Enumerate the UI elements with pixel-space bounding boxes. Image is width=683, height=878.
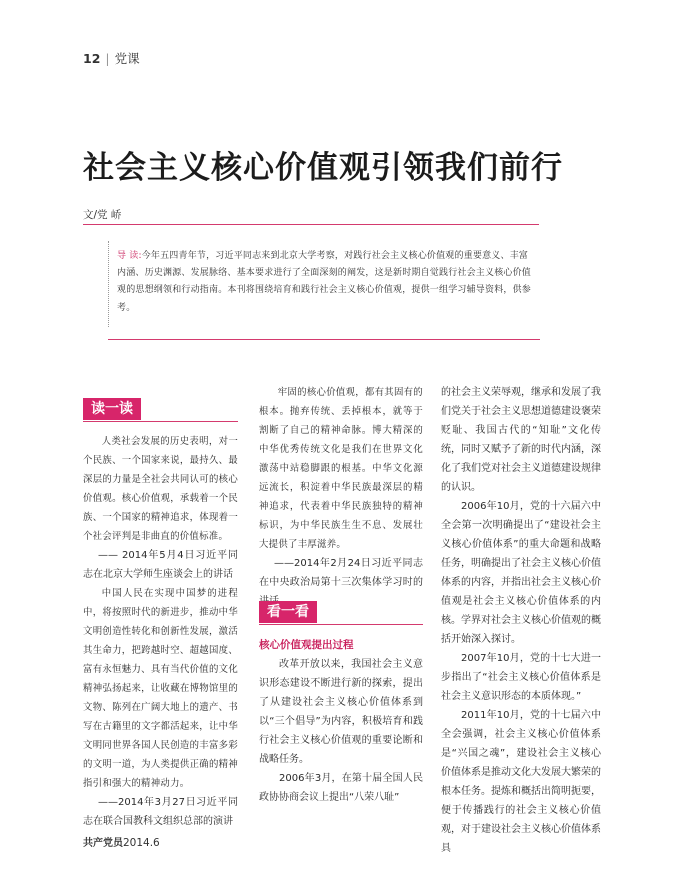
lead-box [108,241,540,327]
column-1 [83,432,238,831]
body-paragraph: 2007年10月，党的十七大进一步指出了“社会主义核心价值体系是社会主义意识形态的本质体现。” [441,653,601,702]
subheading: 核心价值观提出过程 [259,639,354,651]
magazine-logo: 共产党员 [83,838,123,849]
lead-paragraph [117,248,537,317]
issue-number: 2014.6 [123,837,160,849]
quote-source: —— 2014年5月4日习近平同志在北京大学师生座谈会上的讲话 [83,550,238,580]
body-paragraph: 2011年10月，党的十七届六中全会强调，社会主义核心价值体系是“兴国之魂”，建设社会主义核心价值体系是推动文化大发展大繁荣的根本任务。提炼和概括出简明扼要，便于传播践行的社会主义核心价值观，对于建设社会主义核心价值体系具 [441,710,601,854]
body-paragraph: 的社会主义荣辱观，继承和发展了我们党关于社会主义思想道德建设褒荣贬耻、我国古代的“知耻”文化传统，同时又赋予了新的时代内涵，深化了我们党对社会主义道德建设规律的认识。 [441,387,601,493]
quote-paragraph: 牢固的核心价值观，都有其固有的根本。抛弃传统、丢掉根本，就等于割断了自己的精神命脉。博大精深的中华优秀传统文化是我们在世界文化激荡中站稳脚跟的根基。中华文化源远流长，积淀着中华民族最深层的精神追求，代表着中华民族独特的精神标识，为中华民族生生不息、发展壮大提供了丰厚滋养。 [259,387,423,550]
lead-border [108,241,109,327]
quote-source: ——2014年3月27日习近平同志在联合国教科文组织总部的演讲 [83,797,238,827]
lead-divider [108,339,540,340]
page-header [83,49,140,67]
section-heading-rule [83,421,238,422]
body-paragraph: 2006年10月，党的十六届六中全会第一次明确提出了“建设社会主义核心价值体系”的重大命题和战略任务，明确提出了社会主义核心价值体系的内容，并指出社会主义核心价值观是社会主义核心价值体系的内核。学界对社会主义核心价值观的概括开始深入探讨。 [441,501,601,645]
section-name: 党课 [114,51,140,66]
body-paragraph: 改革开放以来，我国社会主义意识形态建设不断进行新的探索，提出了从建设社会主义核心价值体系到以“三个倡导”为内容，积极培育和践行社会主义核心价值观的重要论断和战略任务。 [259,659,423,765]
column-2-lower [259,636,423,807]
column-3 [441,383,601,858]
quote-paragraph: 人类社会发展的历史表明，对一个民族、一个国家来说，最持久、最深层的力量是全社会共同认可的核心价值观。核心价值观，承载着一个民族、一个国家的精神追求，体现着一个社会评判是非曲直的价值标准。 [83,436,238,542]
section-heading-look: 看一看 [259,601,317,623]
column-2 [259,383,423,611]
body-paragraph: 2006年3月，在第十届全国人民政协协商会议上提出“八荣八耻” [259,773,423,803]
section-heading-rule [259,624,423,625]
article-title: 社会主义核心价值观引领我们前行 [83,150,563,186]
article-author: 文/党 峤 [83,209,122,221]
page-footer [83,834,160,849]
page-number: 12 [83,51,101,66]
header-separator: | [105,51,110,66]
quote-source: ——2014年2月24日习近平同志在中央政治局第十三次集体学习时的 [259,558,423,588]
quote-paragraph: 中国人民在实现中国梦的进程中，将按照时代的新进步，推动中华文明创造性转化和创新性发展，激活其生命力，把跨越时空、超越国度、富有永恒魅力、具有当代价值的文化精神弘扬起来，让收藏在博物馆里的文物、陈列在广阔大地上的遗产、书写在古籍里的文字都活起来，让中华文明同世界各国人民创造的丰富多彩的文明一道，为人类提供正确的精神指引和强大的精神动力。 [83,588,238,789]
lead-text: 今年五四青年节，习近平同志来到北京大学考察，对践行社会主义核心价值观的重要意义、丰富内涵、历史渊源、发展脉络、基本要求进行了全面深刻的阐发，这是新时期自觉践行社会主义核心价值观的思想纲领和行动指南。本刊将围绕培育和践行社会主义核心价值观，提供一组学习辅导资料，供参考。 [117,251,532,313]
title-divider [83,224,539,225]
lead-label: 导 读: [117,251,142,261]
section-heading-read: 读一读 [83,398,141,420]
